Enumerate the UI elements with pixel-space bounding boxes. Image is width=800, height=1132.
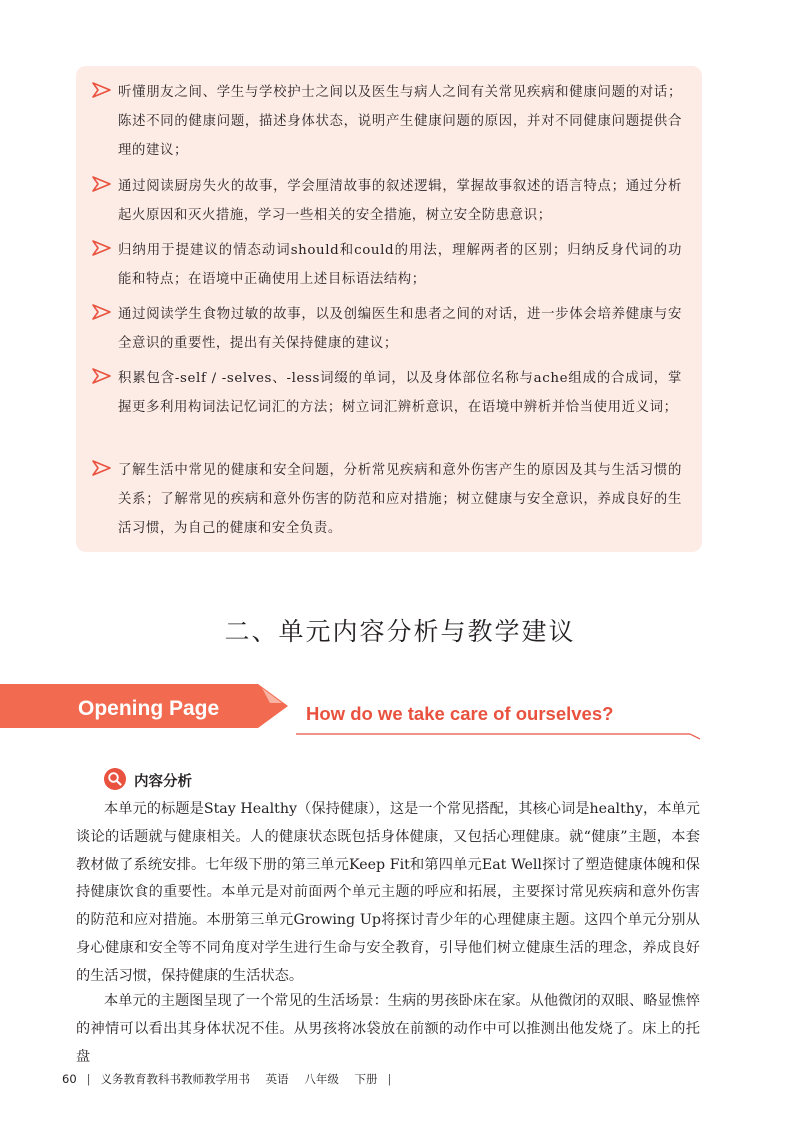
goal-item [92,236,682,294]
goal-text: 通过阅读学生食物过敏的故事，以及创编医生和患者之间的对话，进一步体会培养健康与安全意识的重要性，提出有关保持健康的建议； [118,307,682,351]
page-footer [62,1071,401,1087]
goal-text: 通过阅读厨房失火的故事，学会厘清故事的叙述逻辑，掌握故事叙述的语言特点；通过分析起火原因和灭火措施，学习一些相关的安全措施，树立安全防患意识； [118,179,682,223]
goal-item [92,78,682,165]
banner-title: Opening Page [78,697,220,720]
magnifier-icon [103,767,127,791]
footer-separator: | [387,1072,392,1086]
goal-item [92,300,682,358]
goal-text: 积累包含-self / -selves、-less词缀的单词，以及身体部位名称与ache组成的合成词，掌握更多利用构词法记忆词汇的方法；树立词汇辨析意识，在语境中辨析并恰当使用近义词； [118,371,682,415]
goal-item [92,456,682,543]
section-heading: 二、单元内容分析与教学建议 [224,617,576,646]
arrow-bullet-icon [92,304,112,320]
body-paragraph: 本单元的主题图呈现了一个常见的生活场景：生病的男孩卧床在家。从他微闭的双眼、略显憔悴的神情可以看出其身体状况不佳。从男孩将冰袋放在前额的动作中可以推测出他发烧了。床上的托盘 [76,993,700,1065]
goal-item [92,172,682,230]
arrow-bullet-icon [92,240,112,256]
content-analysis-title: 内容分析 [134,774,192,790]
grade: 八年级 [304,1072,339,1086]
subject: 英语 [265,1072,289,1086]
volume: 下册 [354,1072,378,1086]
page-number: 60 [62,1072,77,1086]
goal-item [92,364,682,422]
arrow-bullet-icon [92,460,112,476]
goal-text: 听懂朋友之间、学生与学校护士之间以及医生与病人之间有关常见疾病和健康问题的对话；陈述不同的健康问题，描述身体状态，说明产生健康问题的原因，并对不同健康问题提供合理的建议； [118,85,682,158]
footer-separator: | [86,1072,91,1086]
arrow-bullet-icon [92,82,112,98]
goal-text: 了解生活中常见的健康和安全问题，分析常见疾病和意外伤害产生的原因及其与生活习惯的关系；了解常见的疾病和意外伤害的防范和应对措施；树立健康与安全意识，养成良好的生活习惯，为自己的健康和安全负责。 [118,463,682,536]
arrow-bullet-icon [92,368,112,384]
learning-goals-box [76,66,702,552]
body-paragraph: 本单元的标题是Stay Healthy（保持健康），这是一个常见搭配，其核心词是healthy，本单元谈论的话题就与健康相关。人的健康状态既包括身体健康，又包括心理健康。就“健康”主题，本套教材做了系统安排。七年级下册的第三单元Keep Fit和第四单元Eat Well探讨了塑造健康体魄和保持健康饮食的重要性。本单元是对前面两个单元主题的呼应和拓展，主要探讨常见疾病和意外伤害的防范和应对措施。本册第三单元Growing Up将探讨青少年的心理健康主题。这四个单元分别从身心健康和安全等不同角度对学生进行生命与安全教育，引导他们树立健康生活的理念，养成良好的生活习惯，保持健康的生活状态。 [76,801,700,984]
book-title: 义务教育教科书教师教学用书 [100,1072,251,1086]
arrow-bullet-icon [92,176,112,192]
banner-question: How do we take care of ourselves? [306,703,614,724]
goal-text: 归纳用于提建议的情态动词should和could的用法，理解两者的区别；归纳反身代词的功能和特点；在语境中正确使用上述目标语法结构； [118,243,682,287]
